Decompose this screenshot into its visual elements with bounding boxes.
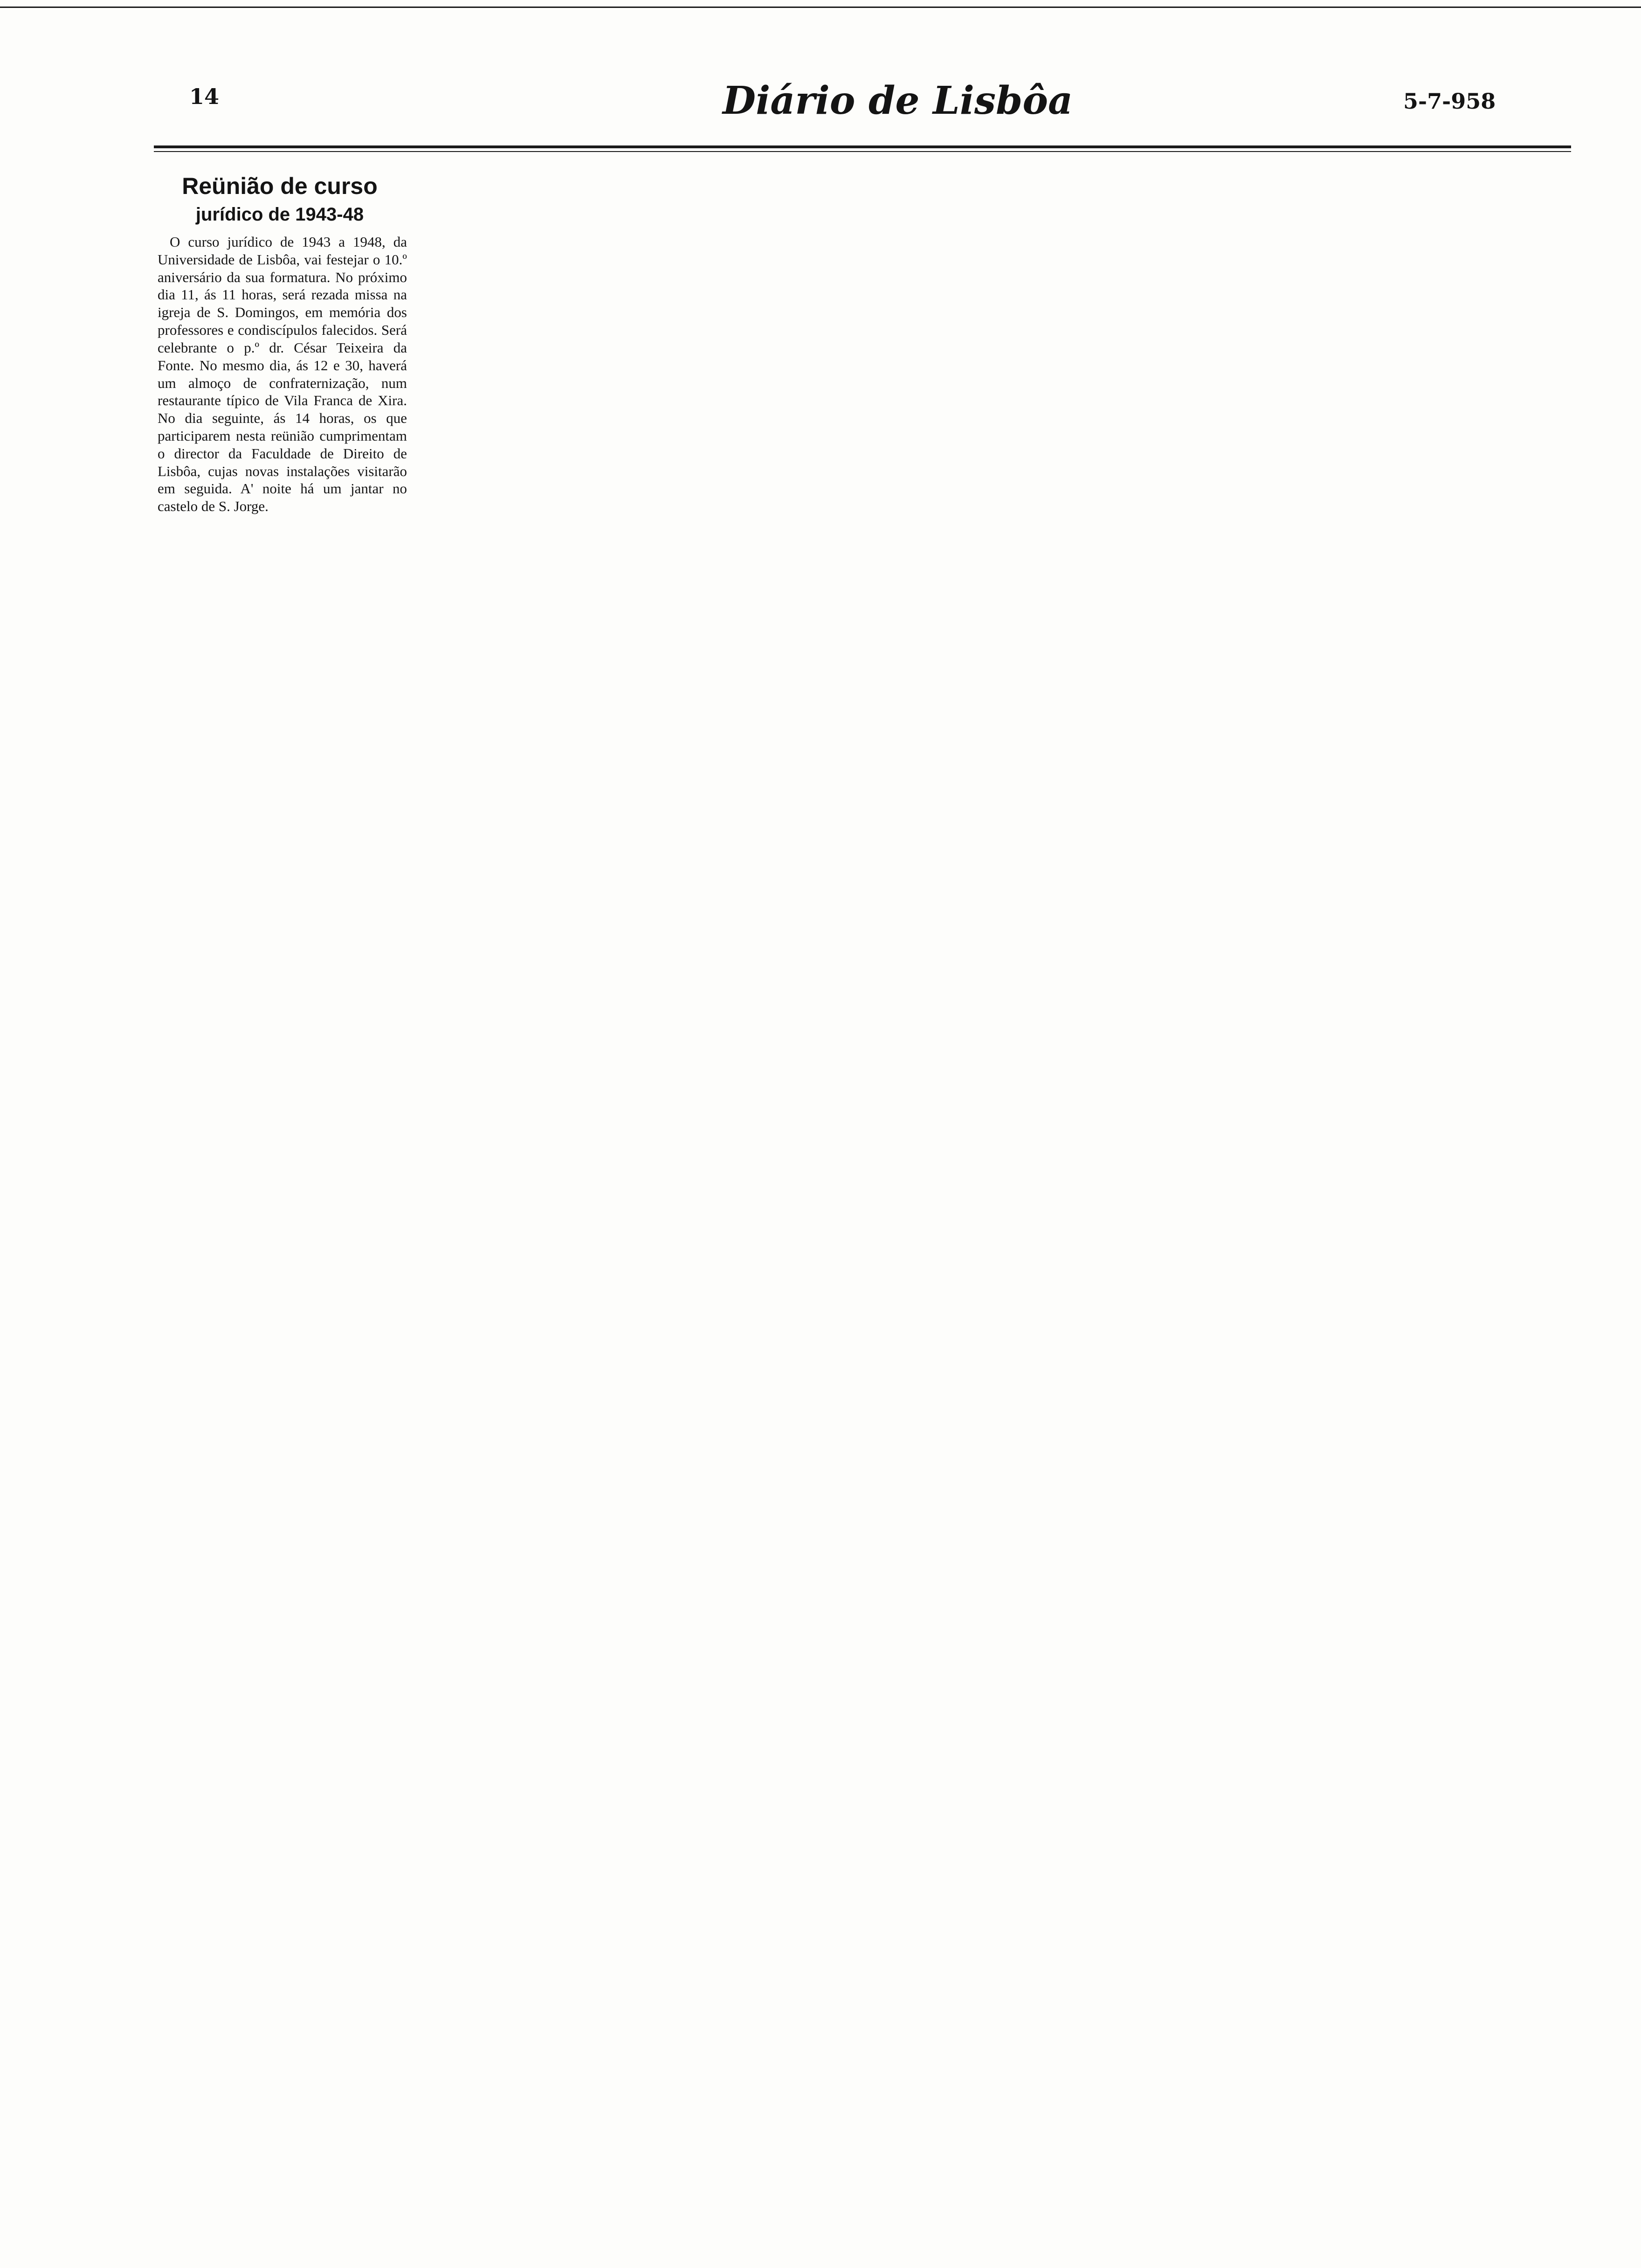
headline-reuniao: Reünião de curso <box>182 173 378 199</box>
top-rule <box>0 7 1641 8</box>
column-1-article-reuniao <box>158 233 407 522</box>
reuniao-p1: O curso jurídico de 1943 a 1948, da Universidade de Lisbôa, vai festejar o 10.º aniversário da sua formatura. No próximo dia 11, ás 11 horas, será rezada missa na igreja de S. Domingos, em memória dos professores e condiscípulos falecidos. Será celebrante o p.º dr. César Teixeira da Fonte. No mesmo dia, ás 12 e 30, haverá um almoço de confraternização, num restaurante típico de Vila Franca de Xira. No dia seguinte, ás 14 horas, os que participarem nesta reünião cumprimentam o director da Faculdade de Direito de Lisbôa, cujas novas instalações visitarão em seguida. A' noite há um jantar no castelo de S. Jorge. <box>158 234 407 515</box>
page-number: 14 <box>189 84 220 109</box>
headline-reuniao-sub: jurídico de 1943-48 <box>195 204 364 225</box>
header-rule-thin <box>154 151 1571 152</box>
masthead: Diário de Lisbôa <box>723 78 1073 123</box>
header-rule <box>154 145 1571 148</box>
issue-date: 5-7-958 <box>1403 89 1496 114</box>
